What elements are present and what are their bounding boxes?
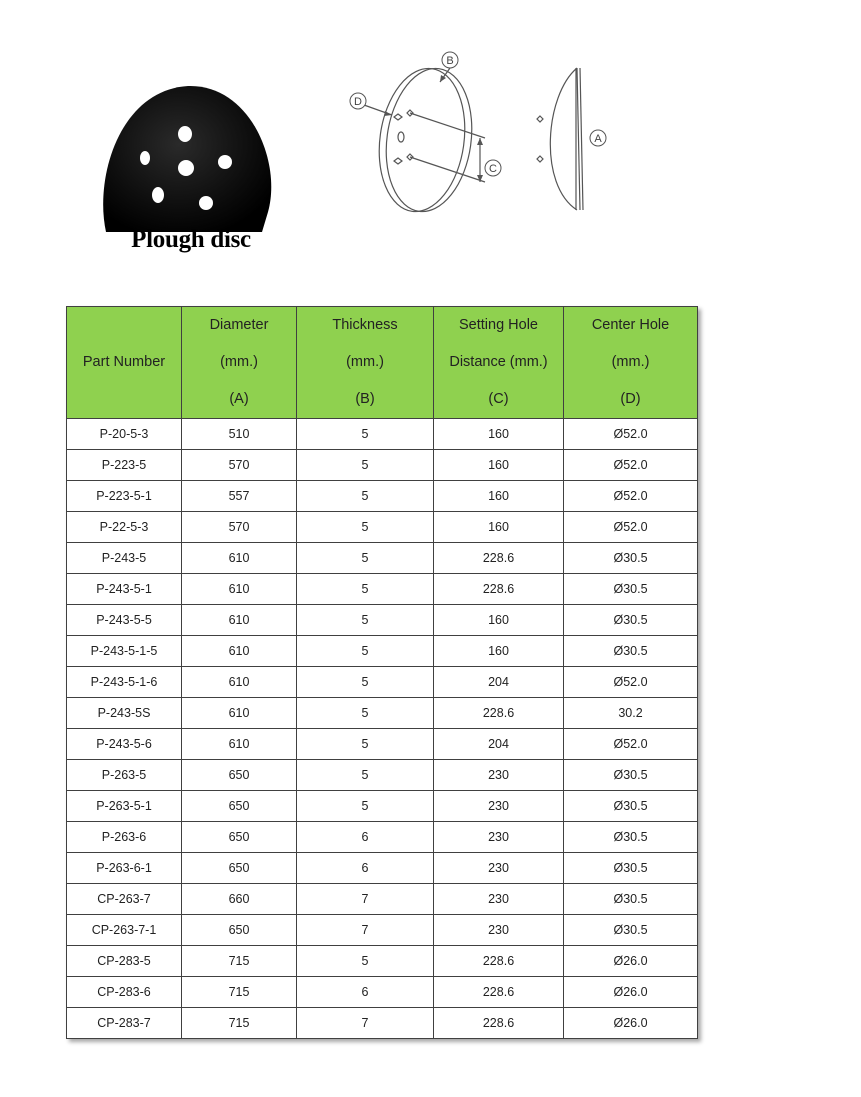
cell-diameter: 610 <box>182 667 297 698</box>
table-row <box>67 605 698 636</box>
cell-setting-hole: 230 <box>434 760 564 791</box>
cell-setting-hole: 230 <box>434 822 564 853</box>
cell-diameter: 650 <box>182 760 297 791</box>
header-line: (mm.) <box>611 354 650 370</box>
header-line: (A) <box>229 391 249 407</box>
table-row <box>67 574 698 605</box>
header-line: (B) <box>355 391 375 407</box>
cell-diameter: 660 <box>182 884 297 915</box>
disc-hole <box>178 160 194 176</box>
table-row <box>67 729 698 760</box>
disc-hole <box>140 151 150 165</box>
table-row <box>67 543 698 574</box>
cell-diameter: 610 <box>182 729 297 760</box>
cell-part-number: P-243-5-1-6 <box>67 667 182 698</box>
cell-diameter: 557 <box>182 481 297 512</box>
disc-hole <box>152 187 164 203</box>
header-line: Center Hole <box>591 317 670 333</box>
cell-diameter: 715 <box>182 977 297 1008</box>
cell-diameter: 650 <box>182 915 297 946</box>
table-row <box>67 853 698 884</box>
cell-setting-hole: 204 <box>434 729 564 760</box>
header-line: Setting Hole <box>459 317 538 333</box>
cell-thickness: 5 <box>297 450 434 481</box>
header-line: (mm.) <box>346 354 384 370</box>
cell-part-number: P-243-5-1 <box>67 574 182 605</box>
cell-diameter: 610 <box>182 698 297 729</box>
cell-setting-hole: 228.6 <box>434 1008 564 1039</box>
cell-center-hole: Ø52.0 <box>564 667 698 698</box>
cell-thickness: 5 <box>297 543 434 574</box>
header-row <box>67 307 698 419</box>
table-header <box>67 307 698 419</box>
cell-thickness: 5 <box>297 419 434 450</box>
cell-thickness: 5 <box>297 481 434 512</box>
table-row <box>67 791 698 822</box>
cell-center-hole: Ø30.5 <box>564 636 698 667</box>
cell-diameter: 715 <box>182 946 297 977</box>
table-row <box>67 512 698 543</box>
cell-diameter: 610 <box>182 605 297 636</box>
header-diameter <box>182 307 297 419</box>
table-row <box>67 760 698 791</box>
cell-setting-hole: 160 <box>434 450 564 481</box>
cell-diameter: 650 <box>182 791 297 822</box>
header-setting-hole <box>434 307 564 419</box>
cell-thickness: 5 <box>297 512 434 543</box>
cell-diameter: 570 <box>182 512 297 543</box>
cell-center-hole: Ø26.0 <box>564 977 698 1008</box>
cell-center-hole: Ø30.5 <box>564 853 698 884</box>
cell-part-number: P-243-5-6 <box>67 729 182 760</box>
label-d: D <box>354 96 362 108</box>
cell-diameter: 610 <box>182 543 297 574</box>
cell-diameter: 610 <box>182 574 297 605</box>
cell-part-number: P-243-5 <box>67 543 182 574</box>
cell-part-number: CP-263-7 <box>67 884 182 915</box>
cell-setting-hole: 160 <box>434 481 564 512</box>
header-line: (C) <box>488 391 509 407</box>
header-center-hole <box>564 307 698 419</box>
cell-center-hole: Ø52.0 <box>564 729 698 760</box>
cell-thickness: 5 <box>297 760 434 791</box>
cell-thickness: 6 <box>297 853 434 884</box>
cell-center-hole: Ø30.5 <box>564 605 698 636</box>
cell-diameter: 650 <box>182 822 297 853</box>
cell-thickness: 6 <box>297 822 434 853</box>
cell-part-number: CP-283-5 <box>67 946 182 977</box>
cell-part-number: P-263-6 <box>67 822 182 853</box>
cell-thickness: 7 <box>297 884 434 915</box>
cell-center-hole: Ø52.0 <box>564 512 698 543</box>
cell-center-hole: Ø26.0 <box>564 1008 698 1039</box>
table-row <box>67 481 698 512</box>
cell-center-hole: Ø52.0 <box>564 419 698 450</box>
table-row <box>67 450 698 481</box>
header-line: Distance (mm.) <box>449 354 548 370</box>
table-row <box>67 946 698 977</box>
cell-center-hole: Ø30.5 <box>564 574 698 605</box>
cell-part-number: CP-263-7-1 <box>67 915 182 946</box>
cell-setting-hole: 230 <box>434 791 564 822</box>
cell-center-hole: Ø52.0 <box>564 450 698 481</box>
label-b: B <box>446 55 454 67</box>
table-row <box>67 884 698 915</box>
disc-hole <box>178 126 192 142</box>
cell-part-number: P-223-5 <box>67 450 182 481</box>
cell-part-number: P-22-5-3 <box>67 512 182 543</box>
cell-thickness: 5 <box>297 605 434 636</box>
cell-center-hole: Ø30.5 <box>564 822 698 853</box>
table-body <box>67 419 698 1039</box>
cell-center-hole: Ø52.0 <box>564 481 698 512</box>
disc-shape <box>103 86 271 232</box>
cell-diameter: 570 <box>182 450 297 481</box>
header-line: Diameter <box>209 317 269 333</box>
cell-part-number: P-243-5-5 <box>67 605 182 636</box>
cell-diameter: 510 <box>182 419 297 450</box>
table-row <box>67 667 698 698</box>
cell-setting-hole: 160 <box>434 419 564 450</box>
cell-setting-hole: 160 <box>434 512 564 543</box>
cell-thickness: 5 <box>297 636 434 667</box>
cell-diameter: 610 <box>182 636 297 667</box>
cell-center-hole: Ø30.5 <box>564 760 698 791</box>
cell-setting-hole: 230 <box>434 915 564 946</box>
cell-thickness: 5 <box>297 729 434 760</box>
table-row <box>67 822 698 853</box>
cell-thickness: 5 <box>297 667 434 698</box>
header-line: Part Number <box>82 354 166 370</box>
photo-caption: Plough disc <box>131 226 251 253</box>
header-part-number <box>67 307 182 419</box>
cell-thickness: 5 <box>297 946 434 977</box>
cell-center-hole: Ø30.5 <box>564 915 698 946</box>
cell-setting-hole: 160 <box>434 605 564 636</box>
disc-dimension-drawing <box>340 40 630 230</box>
cell-thickness: 5 <box>297 574 434 605</box>
cell-part-number: CP-283-6 <box>67 977 182 1008</box>
table-row <box>67 1008 698 1039</box>
cell-center-hole: Ø26.0 <box>564 946 698 977</box>
header-thickness <box>297 307 434 419</box>
table-row <box>67 636 698 667</box>
label-a: A <box>594 133 602 145</box>
cell-diameter: 715 <box>182 1008 297 1039</box>
disc-hole <box>218 155 232 169</box>
cell-part-number: P-263-5 <box>67 760 182 791</box>
table-row <box>67 977 698 1008</box>
cell-part-number: P-263-5-1 <box>67 791 182 822</box>
cell-center-hole: 30.2 <box>564 698 698 729</box>
plough-disc-photo <box>100 82 275 232</box>
cell-setting-hole: 228.6 <box>434 698 564 729</box>
cell-setting-hole: 204 <box>434 667 564 698</box>
cell-setting-hole: 228.6 <box>434 946 564 977</box>
cell-center-hole: Ø30.5 <box>564 791 698 822</box>
cell-thickness: 7 <box>297 915 434 946</box>
cell-part-number: CP-283-7 <box>67 1008 182 1039</box>
cell-part-number: P-243-5S <box>67 698 182 729</box>
cell-part-number: P-223-5-1 <box>67 481 182 512</box>
spec-table <box>66 306 698 1039</box>
cell-setting-hole: 228.6 <box>434 543 564 574</box>
cell-thickness: 6 <box>297 977 434 1008</box>
cell-setting-hole: 228.6 <box>434 977 564 1008</box>
table-row <box>67 698 698 729</box>
cell-part-number: P-263-6-1 <box>67 853 182 884</box>
cell-diameter: 650 <box>182 853 297 884</box>
table-row <box>67 419 698 450</box>
label-c: C <box>489 163 497 175</box>
cell-setting-hole: 230 <box>434 853 564 884</box>
cell-center-hole: Ø30.5 <box>564 543 698 574</box>
cell-thickness: 5 <box>297 698 434 729</box>
header-line: (D) <box>620 391 641 407</box>
cell-setting-hole: 228.6 <box>434 574 564 605</box>
cell-center-hole: Ø30.5 <box>564 884 698 915</box>
header-line: (mm.) <box>220 354 258 370</box>
disc-hole <box>199 196 213 210</box>
cell-part-number: P-20-5-3 <box>67 419 182 450</box>
cell-setting-hole: 230 <box>434 884 564 915</box>
header-line: Thickness <box>332 317 398 333</box>
cell-part-number: P-243-5-1-5 <box>67 636 182 667</box>
cell-thickness: 5 <box>297 791 434 822</box>
cell-setting-hole: 160 <box>434 636 564 667</box>
table-row <box>67 915 698 946</box>
cell-thickness: 7 <box>297 1008 434 1039</box>
